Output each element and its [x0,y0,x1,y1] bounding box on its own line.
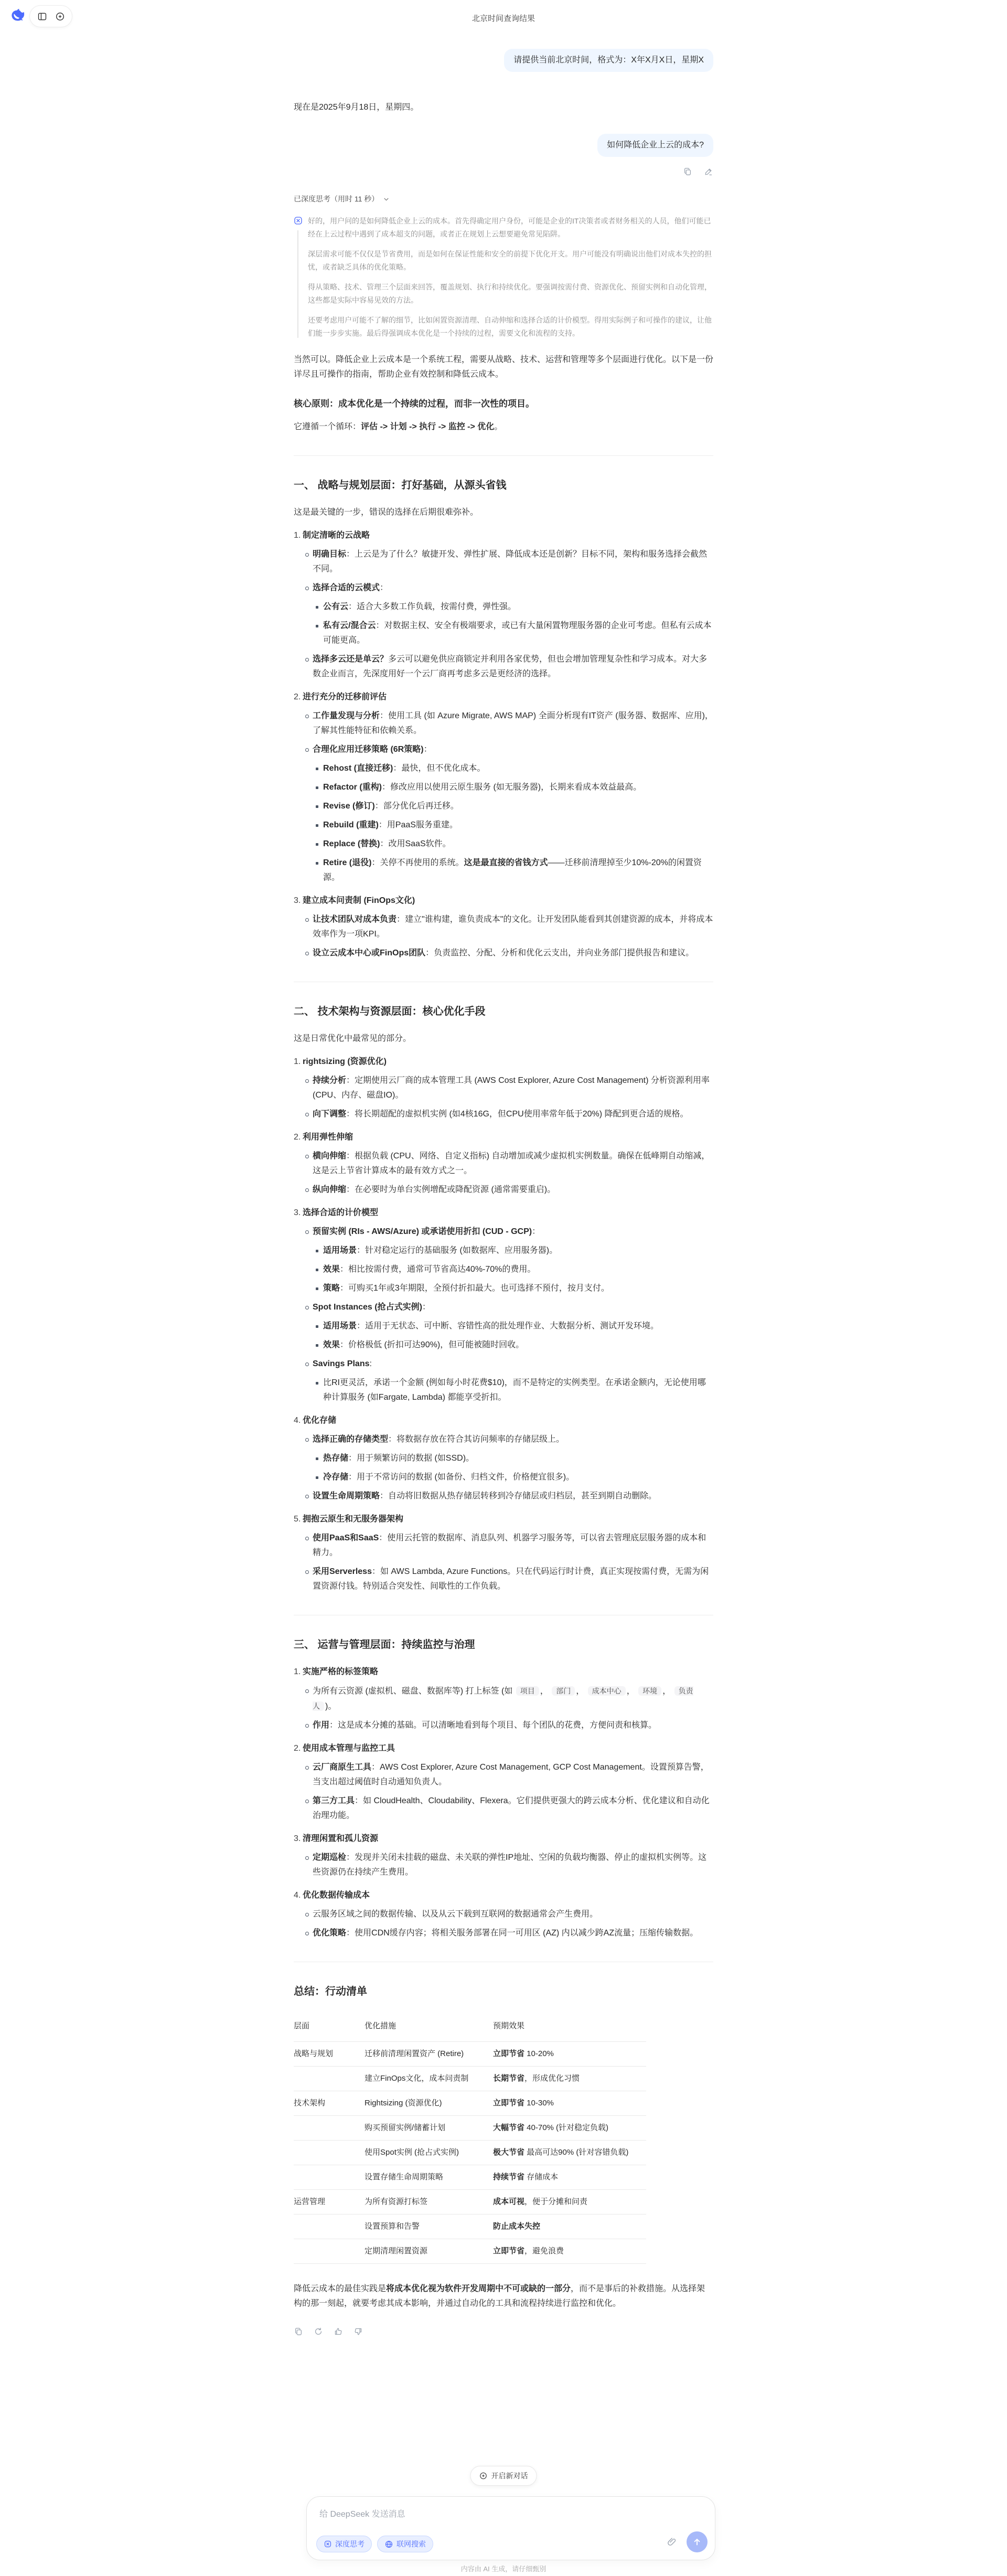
square-bullet-icon [316,862,318,865]
table-cell [294,2215,365,2239]
copy-icon[interactable] [294,2327,303,2336]
sub-list-item: 明确目标：上云是为了什么？敏捷开发、弹性扩展、降低成本还是创新？目标不同，架构和服务选择会截然不同。 [305,547,713,577]
list-item: 2. 使用成本管理与监控工具 [294,1741,713,1756]
sub-list-item: 采用Serverless：如 AWS Lambda, Azure Functions。只在代码运行时计费，真正实现按需付费，无需为闲置资源付钱。特别适合突发性、间歇性的工作负载。 [305,1564,713,1594]
answer-actions [294,2327,713,2336]
circle-bullet-icon [305,1155,309,1158]
circle-bullet-icon [305,1689,309,1693]
square-bullet-icon [316,1325,318,1328]
table-row [294,2141,646,2165]
circle-bullet-icon [305,1230,309,1234]
square-bullet-icon [316,805,318,808]
table-cell: 购买预留实例/储蓄计划 [365,2116,493,2141]
message-composer [306,2496,715,2560]
deepthink-icon [324,2540,332,2548]
sub-list-item: 第三方工具：如 CloudHealth、Cloudability、Flexera。它们提供更强大的跨云成本分析、优化建议和自动化治理功能。 [305,1794,713,1823]
list-number: 2. [294,693,301,701]
sub-list-item: 预留实例 (RIs - AWS/Azure) 或承诺使用折扣 (CUD - GCP)： [305,1225,713,1239]
table-cell: 防止成本失控 [493,2215,646,2239]
sub-list-item: Savings Plans: [305,1357,713,1371]
sub-list-item: 横向伸缩：根据负载 (CPU、网络、自定义指标) 自动增加或减少虚拟机实例数量。确保在低峰期自动缩减，这是云上节省计算成本的最有效方式之一。 [305,1149,713,1178]
edit-icon[interactable] [704,167,713,176]
list-number: 5. [294,1515,301,1524]
table-cell: 立即节省 10-30% [493,2091,646,2116]
section-heading: 二、 技术架构与资源层面：核心优化手段 [294,1006,486,1017]
column-header: 预期效果 [493,2013,646,2042]
user-message-row [294,49,713,72]
table-cell: 持续节省 存储成本 [493,2165,646,2190]
sub-list-item: 作用：这是成本分摊的基础。可以清晰地看到每个项目、每个团队的花费，方便问责和核算。 [305,1718,713,1733]
nested-list-item: Rebuild (重建)：用PaaS服务重建。 [316,818,713,833]
sub-list-item: 设置生命周期策略：自动将旧数据从热存储层转移到冷存储层或归档层，甚至到期自动删除。 [305,1489,713,1504]
circle-bullet-icon [305,918,309,922]
web-search-pill-label: 联网搜索 [397,2540,426,2548]
circle-bullet-icon [305,748,309,752]
sub-list-item: 选择合适的云模式： [305,581,713,595]
nested-list-item: Refactor (重构)：修改应用以使用云原生服务 (如无服务器)，长期来看成本效益最高。 [316,780,713,795]
circle-bullet-icon [305,1188,309,1192]
list-number: 4. [294,1416,301,1425]
thumbs-up-icon[interactable] [334,2327,343,2336]
sub-list-item: 云厂商原生工具：AWS Cost Explorer, Azure Cost Management, GCP Cost Management。设置预算告警，当支出超过阈值时自动通知负责人。 [305,1760,713,1790]
list-item: 5. 拥抱云原生和无服务器架构 [294,1512,713,1527]
circle-bullet-icon [305,1766,309,1770]
user-message-actions [294,167,713,176]
new-chat-button[interactable] [470,2466,537,2486]
table-row [294,2190,646,2215]
sub-list-item: 向下调整：将长期超配的虚拟机实例 (如4核16G，但CPU使用率常年低于20%) 降配到更合适的规格。 [305,1107,713,1122]
inline-code-chip: 部门 [552,1686,575,1696]
square-bullet-icon [316,1476,318,1479]
nested-list-item: 效果：相比按需付费，通常可节省高达40%-70%的费用。 [316,1262,713,1277]
square-bullet-icon [316,606,318,609]
table-row [294,2215,646,2239]
table-cell [294,2067,365,2091]
square-bullet-icon [316,1287,318,1290]
send-arrow-icon [692,2537,702,2547]
inline-code-chip: 项目 [516,1686,539,1696]
sub-list-item: 使用PaaS和SaaS：使用云托管的数据库、消息队列、机器学习服务等，可以省去管理底层服务器的成本和精力。 [305,1531,713,1560]
table-cell: 建立FinOps文化，成本问责制 [365,2067,493,2091]
table-cell: 战略与规划 [294,2042,365,2067]
sub-list-item: 持续分析：定期使用云厂商的成本管理工具 (AWS Cost Explorer, Azure Cost Management) 分析资源利用率 (CPU、内存、磁盘IO)。 [305,1073,713,1103]
sub-list-item: 设立云成本中心或FinOps团队：负责监控、分配、分析和优化云支出，并向业务部门提供报告和建议。 [305,946,713,961]
table-cell: 迁移前清理闲置资产 (Retire) [365,2042,493,2067]
table-cell: 定期清理闲置资源 [365,2239,493,2264]
nested-list-item: 公有云：适合大多数工作负载，按需付费，弹性强。 [316,600,713,614]
thumbs-down-icon[interactable] [353,2327,363,2336]
paragraph: 降低云成本的最佳实践是将成本优化视为软件开发周期中不可或缺的一部分，而不是事后的补救措施。从选择架构的那一刻起，就要考虑其成本影响，并通过自动化的工具和流程持续进行监控和优化。 [294,2284,705,2308]
deepthink-pill[interactable] [316,2536,372,2552]
circle-bullet-icon [305,1362,309,1366]
nested-list-item: 冷存储：用于不常访问的数据 (如备份、归档文件，价格便宜很多)。 [316,1470,713,1485]
square-bullet-icon [316,625,318,627]
square-bullet-icon [316,1382,318,1385]
thinking-paragraph: 好的，用户问的是如何降低企业上云的成本。首先得确定用户身份，可能是企业的IT决策者或者财务相关的人员，他们可能已经在上云过程中遇到了成本超支的问题，或者正在规划上云想要避免常见陷阱。 [308,217,711,238]
table-row [294,2239,646,2264]
nested-list-item: 热存储：用于频繁访问的数据 (如SSD)。 [316,1451,713,1466]
table-row [294,2116,646,2141]
table-cell [294,2239,365,2264]
sub-heading: 核心原则：成本优化是一个持续的过程，而非一次性的项目。 [294,399,534,409]
circle-bullet-icon [305,658,309,662]
sub-list-item: 纵向伸缩：在必要时为单台实例增配或降配资源 (通常需要重启)。 [305,1183,713,1197]
sub-list-item: 云服务区域之间的数据传输、以及从云下载到互联网的数据通常会产生费用。 [305,1907,713,1922]
table-cell: Rightsizing (资源优化) [365,2091,493,2116]
thinking-paragraphs [308,215,713,340]
circle-bullet-icon [305,952,309,955]
nested-list-item: Revise (修订)：部分优化后再迁移。 [316,799,713,814]
nested-list-item: 适用场景：适用于无状态、可中断、容错性高的批处理作业、大数据分析、测试开发环境。 [316,1319,713,1334]
section-heading: 一、 战略与规划层面：打好基础，从源头省钱 [294,480,507,491]
list-number: 4. [294,1891,301,1900]
table-cell: 立即节省 10-20% [493,2042,646,2067]
nested-list-item: 适用场景：针对稳定运行的基础服务 (如数据库、应用服务器)。 [316,1243,713,1258]
user-message-bubble: 请提供当前北京时间，格式为：X年X月X日，星期X [504,49,713,72]
divider [294,455,713,456]
table-cell: 大幅节省 40-70% (针对稳定负载) [493,2116,646,2141]
sub-list-item: Spot Instances (抢占式实例)： [305,1300,713,1315]
thinking-paragraph: 得从策略、技术、管理三个层面来回答，覆盖规划、执行和持续优化。要强调按需付费、资源优化、预留实例和自动化管理，这些都是实际中容易见效的方法。 [308,283,712,304]
square-bullet-icon [316,1344,318,1347]
square-bullet-icon [316,786,318,789]
table-cell [294,2165,365,2190]
chevron-down-icon [382,195,390,203]
user-message-bubble: 如何降低企业上云的成本? [597,134,713,157]
table-cell [294,2116,365,2141]
circle-bullet-icon [305,587,309,590]
circle-bullet-icon [305,1537,309,1540]
circle-bullet-icon [305,1079,309,1083]
sub-list-item: 让技术团队对成本负责：建立"谁构建，谁负责成本"的文化。让开发团队能看到其创建资源的成本，并将成本效率作为一项KPI。 [305,912,713,942]
circle-plus-icon [479,2472,488,2480]
paperclip-icon[interactable] [667,2537,677,2547]
ai-disclaimer: 内容由 AI 生成，请仔细甄别 [460,2565,547,2573]
list-number: 1. [294,1667,301,1676]
list-item: 2. 利用弹性伸缩 [294,1130,713,1145]
nested-list-item: 效果：价格极低 (折扣可达90%)，但可能被随时回收。 [316,1338,713,1353]
globe-icon [384,2540,393,2549]
answer-content [294,353,713,2311]
list-item: 4. 优化存储 [294,1413,713,1428]
paragraph: 它遵循一个循环：评估 -> 计划 -> 执行 -> 监控 -> 优化。 [294,422,503,431]
table-cell: 设置存储生命周期策略 [365,2165,493,2190]
sub-list-item: 合理化应用迁移策略 (6R策略)： [305,742,713,757]
circle-bullet-icon [305,1570,309,1574]
inline-code-chip: 成本中心 [588,1686,626,1696]
paragraph: 当然可以。降低企业上云成本是一个系统工程，需要从战略、技术、运营和管理等多个层面进行优化。以下是一份详尽且可操作的指南，帮助企业有效控制和降低云成本。 [294,355,714,379]
ordered-list [294,1055,713,1594]
inline-code-chip: 环境 [638,1686,661,1696]
list-number: 2. [294,1744,301,1753]
list-item: 2. 进行充分的迁移前评估 [294,690,713,705]
circle-bullet-icon [305,1113,309,1116]
new-chat-label: 开启新对话 [491,2472,528,2480]
message-input[interactable] [307,2497,715,2527]
table-cell: 运营管理 [294,2190,365,2215]
chat-column [294,42,713,2336]
square-bullet-icon [316,824,318,827]
list-item: 3. 清理闲置和孤儿资源 [294,1832,713,1846]
circle-bullet-icon [305,1932,309,1935]
sub-list-item: 定期巡检：发现并关闭未挂载的磁盘、未关联的弹性IP地址、空闲的负载均衡器、停止的虚拟机实例等。这些资源仍在持续产生费用。 [305,1850,713,1880]
nested-list-item: Replace (替换)：改用SaaS软件。 [316,837,713,851]
list-item: 4. 优化数据传输成本 [294,1888,713,1903]
ordered-list [294,1665,713,1941]
deepthink-icon [293,216,303,226]
composer-toggles [316,2536,433,2552]
paragraph: 这是日常优化中最常见的部分。 [294,1034,412,1043]
list-number: 3. [294,1834,301,1843]
thinking-paragraph: 还要考虑用户可能不了解的细节，比如闲置资源清理、自动伸缩和选择合适的计价模型。得用实际例子和可操作的建议，让他们能一步步实施。最后得强调成本优化是一个持续的过程，需要文化和流程的支持。 [308,316,712,337]
summary-table [294,2013,646,2264]
table-row [294,2165,646,2190]
table-cell: 长期节省，形成优化习惯 [493,2067,646,2091]
page-title: 北京时间查询结果 [472,14,535,23]
circle-bullet-icon [305,1495,309,1498]
circle-bullet-icon [305,1913,309,1917]
sub-list-item: 选择多云还是单云？多云可以避免供应商锁定并利用各家优势，但也会增加管理复杂性和学习成本。对大多数企业而言，先深度用好一个云厂商再考虑多云是更经济的选择。 [305,652,713,682]
table-cell [294,2141,365,2165]
table-cell: 使用Spot实例 (抢占式实例) [365,2141,493,2165]
list-item: 1. rightsizing (资源优化) [294,1055,713,1069]
square-bullet-icon [316,1269,318,1271]
nested-list-item: Retire (退役)：关停不再使用的系统。这是最直接的省钱方式——迁移前清理掉至少10%-20%的闲置资源。 [316,856,713,885]
circle-bullet-icon [305,553,309,557]
circle-bullet-icon [305,1800,309,1803]
inline-code-chip: 负责人 [313,1687,693,1710]
square-bullet-icon [316,1250,318,1252]
sub-list-item: 优化策略：使用CDN缓存内容；将相关服务部署在同一可用区 (AZ) 内以减少跨AZ流量；压缩传输数据。 [305,1926,713,1941]
list-number: 1. [294,531,301,540]
circle-bullet-icon [305,1306,309,1310]
table-cell: 技术架构 [294,2091,365,2116]
circle-bullet-icon [305,715,309,718]
list-number: 2. [294,1133,301,1142]
thinking-block [294,215,713,340]
table-cell: 设置预算和告警 [365,2215,493,2239]
section-heading: 总结：行动清单 [294,1986,367,1997]
section-heading: 三、 运营与管理层面：持续监控与治理 [294,1639,475,1651]
table-cell: 成本可视，便于分摊和问责 [493,2190,646,2215]
list-number: 3. [294,896,301,905]
table-row [294,2042,646,2067]
ordered-list [294,528,713,961]
square-bullet-icon [316,768,318,770]
column-header: 层面 [294,2013,365,2042]
list-item: 1. 实施严格的标签策略 [294,1665,713,1679]
regenerate-icon[interactable] [314,2327,323,2336]
square-bullet-icon [316,843,318,846]
circle-bullet-icon [305,1724,309,1728]
square-bullet-icon [316,1457,318,1460]
sub-list-item: 工作量发现与分析：使用工具 (如 Azure Migrate, AWS MAP) 全面分析现有IT资产 (服务器、数据库、应用)，了解其性能特征和依赖关系。 [305,709,713,738]
table-row [294,2067,646,2091]
list-item: 3. 建立成本问责制 (FinOps文化) [294,893,713,908]
web-search-pill[interactable] [377,2536,433,2552]
nested-list-item: Rehost (直接迁移)：最快，但不优化成本。 [316,761,713,776]
nested-list-item: 比RI更灵活，承诺一个金额 (例如每小时花费$10)，而不是特定的实例类型。在承诺金额内，无论使用哪种计算服务 (如Fargate, Lambda) 都能享受折扣。 [316,1376,713,1405]
column-header: 优化措施 [365,2013,493,2042]
send-button[interactable] [687,2531,708,2552]
list-item: 3. 选择合适的计价模型 [294,1206,713,1220]
table-row [294,2091,646,2116]
nested-list-item: 私有云/混合云：对数据主权、安全有极端要求，或已有大量闲置物理服务器的企业可考虑。但私有云成本可能更高。 [316,619,713,648]
assistant-message: 现在是2025年9月18日，星期四。 [294,103,419,112]
table-cell: 为所有资源打标签 [365,2190,493,2215]
table-cell: 极大节省 最高可达90% (针对容错负载) [493,2141,646,2165]
list-number: 3. [294,1208,301,1217]
list-item: 1. 制定清晰的云战略 [294,528,713,543]
deepthink-pill-label: 深度思考 [335,2540,365,2548]
copy-icon[interactable] [683,167,692,176]
circle-bullet-icon [305,1438,309,1442]
table-cell: 立即节省，避免浪费 [493,2239,646,2264]
sub-list-item: 选择正确的存储类型：将数据存放在符合其访问频率的存储层级上。 [305,1432,713,1447]
sub-list-item: 为所有云资源 (虚拟机、磁盘、数据库等) 打上标签 (如 项目 ， 部门 ， 成本中心 ， 环境 ， 负责人 )。 [305,1684,713,1714]
paragraph: 这是最关键的一步，错误的选择在后期很难弥补。 [294,508,479,517]
thinking-paragraph: 深层需求可能不仅仅是节省费用，而是如何在保证性能和安全的前提下优化开支。用户可能没有明确说出他们对成本失控的担忧，或者缺乏具体的优化策略。 [308,250,712,271]
deepthink-toggle[interactable] [294,194,390,204]
user-message-row [294,134,713,157]
list-number: 1. [294,1057,301,1066]
deepthink-toggle-label: 已深度思考（用时 11 秒） [294,195,379,203]
table-header-row [294,2013,646,2042]
circle-bullet-icon [305,1856,309,1860]
nested-list-item: 策略：可购买1年或3年期限，全预付折扣最大。也可选择不预付，按月支付。 [316,1281,713,1296]
